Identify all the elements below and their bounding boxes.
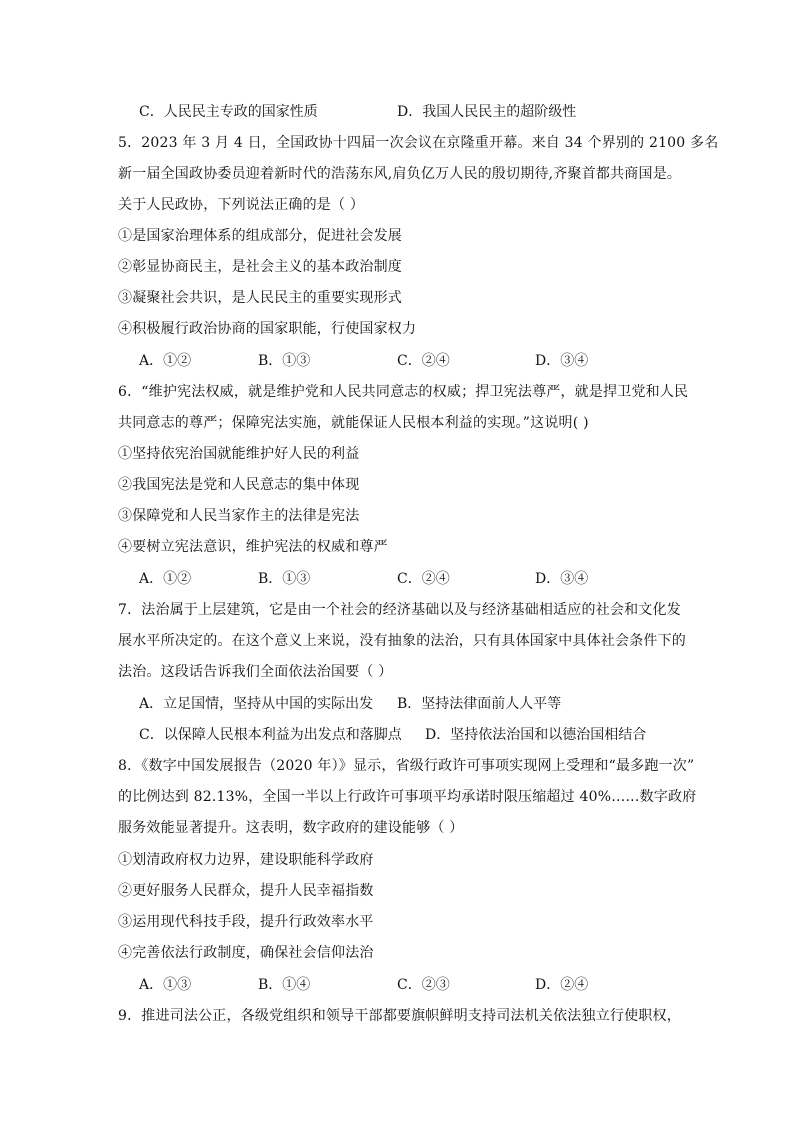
q4-option-d: D．我国人民民主的超阶级性 [397, 104, 577, 120]
q9-stem-line-1: 9．推进司法公正，各级党组织和领导干部都要旗帜鲜明支持司法机关依法独立行使职权， [118, 1008, 681, 1024]
q5-item-4: ④积极履行政治协商的国家职能，行使国家权力 [118, 321, 417, 337]
q5-stem-line-3: 关于人民政协，下列说法正确的是（ ） [118, 197, 365, 213]
q5-item-3: ③凝聚社会共识，是人民民主的重要实现形式 [118, 290, 402, 306]
q8-option-a: A．①③ [139, 977, 192, 993]
q7-option-b: B．坚持法律面前人人平等 [397, 696, 562, 712]
q6-item-2: ②我国宪法是党和人民意志的集中体现 [118, 477, 360, 493]
q7-stem-line-3: 法治。这段话告诉我们全面依法治国要（ ） [118, 664, 393, 680]
q5-item-1: ①是国家治理体系的组成部分，促进社会发展 [118, 228, 402, 244]
q8-stem-line-3: 服务效能显著提升。这表明，数字政府的建设能够（ ） [118, 820, 464, 836]
q8-option-b: B．①④ [258, 977, 311, 993]
q5-item-2: ②彰显协商民主，是社会主义的基本政治制度 [118, 259, 402, 275]
q5-option-d: D．③④ [535, 353, 589, 369]
q6-item-3: ③保障党和人民当家作主的法律是宪法 [118, 508, 360, 524]
q8-item-4: ④完善依法行政制度，确保社会信仰法治 [118, 945, 374, 961]
q7-stem-line-1: 7．法治属于上层建筑，它是由一个社会的经济基础以及与经济基础相适应的社会和文化发 [118, 602, 681, 618]
q7-option-d: D．坚持依法治国和以德治国相结合 [425, 727, 647, 743]
q7-option-a: A．立足国情，坚持从中国的实际出发 [139, 696, 374, 712]
q8-item-2: ②更好服务人民群众，提升人民幸福指数 [118, 883, 374, 899]
q6-option-d: D．③④ [535, 571, 589, 587]
q5-stem-line-2: 新一届全国政协委员迎着新时代的浩荡东风,肩负亿万人民的殷切期待,齐聚首都共商国是。 [118, 166, 682, 182]
q7-stem-line-2: 展水平所决定的。在这个意义上来说，没有抽象的法治，只有具体国家中具体社会条件下的 [118, 633, 686, 649]
q6-option-c: C．②④ [397, 571, 450, 587]
q4-option-c: C．人民民主专政的国家性质 [139, 104, 318, 120]
q5-option-a: A．①② [139, 353, 192, 369]
q6-option-a: A．①② [139, 571, 192, 587]
q5-option-b: B．①③ [258, 353, 311, 369]
q6-stem-line-1: 6．“维护宪法权威，就是维护党和人民共同意志的权威；捍卫宪法尊严，就是捍卫党和人民 [118, 384, 689, 400]
q5-option-c: C．②④ [397, 353, 450, 369]
q8-option-d: D．②④ [535, 977, 589, 993]
q5-stem-line-1: 5．2023 年 3 月 4 日，全国政协十四届一次会议在京隆重开幕。来自 34 个界别的 2100 多名 [118, 135, 719, 151]
q8-stem-line-1: 8．《数字中国发展报告（2020 年）》显示，省级行政许可事项实现网上受理和“最多跑一次” [118, 758, 695, 774]
q7-option-c: C．以保障人民根本利益为出发点和落脚点 [139, 727, 402, 743]
q6-item-1: ①坚持依宪治国就能维护好人民的利益 [118, 446, 360, 462]
q8-stem-line-2: 的比例达到 82.13%，全国一半以上行政许可事项平均承诺时限压缩超过 40%……数字政府 [118, 789, 697, 805]
q8-item-1: ①划清政府权力边界，建设职能科学政府 [118, 852, 374, 868]
q8-option-c: C．②③ [397, 977, 450, 993]
q6-option-b: B．①③ [258, 571, 311, 587]
q6-stem-line-2: 共同意志的尊严；保障宪法实施，就能保证人民根本利益的实现。”这说明( ) [118, 415, 589, 431]
q6-item-4: ④要树立宪法意识，维护宪法的权威和尊严 [118, 539, 388, 555]
q8-item-3: ③运用现代科技手段，提升行政效率水平 [118, 914, 374, 930]
